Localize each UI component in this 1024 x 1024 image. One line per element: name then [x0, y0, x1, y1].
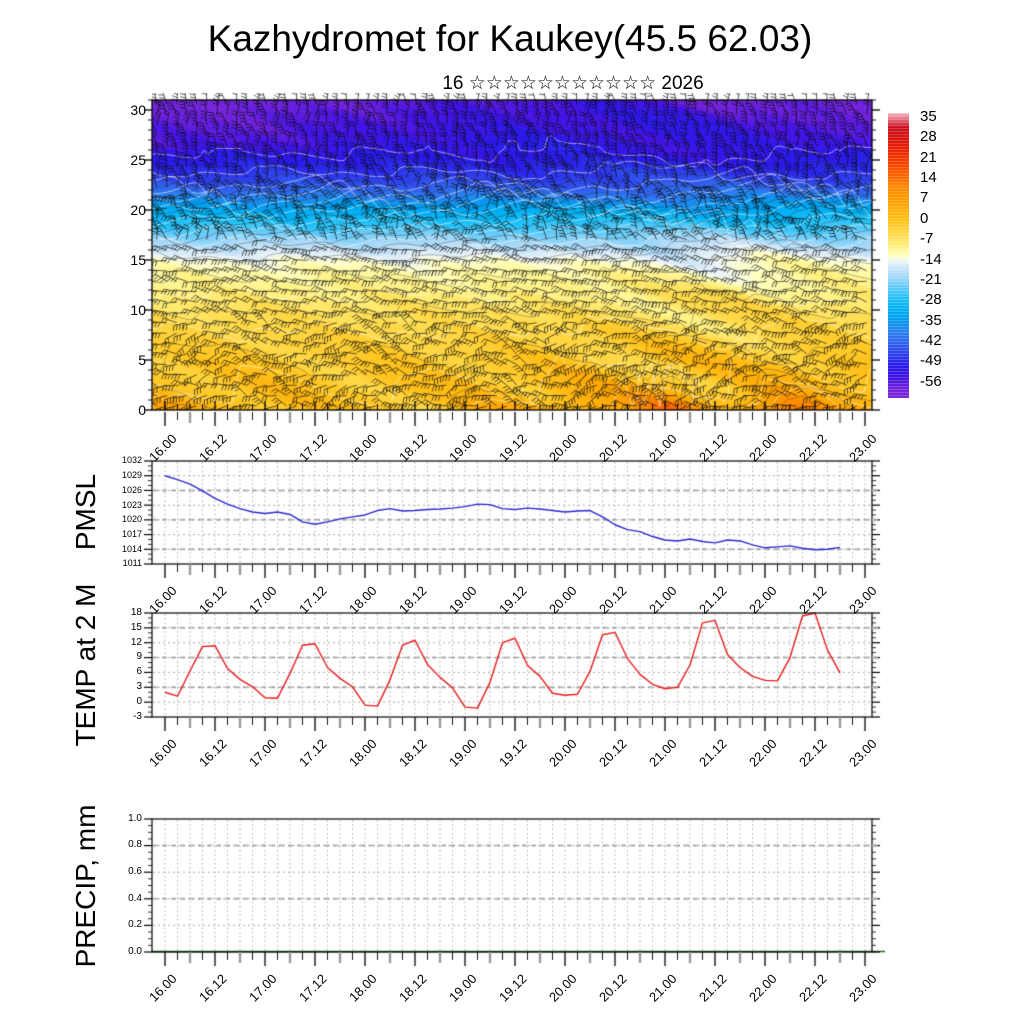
time-tick-label: 20.12 — [595, 583, 630, 617]
time-tick-label: 20.00 — [545, 736, 580, 770]
time-tick-label: 16.00 — [145, 431, 180, 465]
time-tick-label: 16.00 — [145, 971, 180, 1005]
time-tick-label: 21.00 — [645, 971, 680, 1005]
time-tick-label: 18.00 — [345, 583, 380, 617]
time-tick-label: 18.12 — [395, 583, 430, 617]
panel-ytick-label: 1026 — [121, 484, 142, 495]
temp-axis-title: TEMP at 2 M — [70, 583, 101, 747]
colorbar-tick-label: -21 — [920, 270, 942, 288]
time-tick-label: 21.12 — [695, 736, 730, 770]
time-tick-label: 23.00 — [845, 583, 880, 617]
time-tick-label: 21.12 — [695, 971, 730, 1005]
panel-ytick-label: 1032 — [121, 455, 142, 466]
time-tick-label: 22.00 — [745, 583, 780, 617]
time-tick-label: 20.00 — [545, 431, 580, 465]
colorbar-tick-label: -42 — [920, 331, 942, 349]
panel-ytick-label: 1017 — [121, 528, 142, 539]
time-tick-label: 17.12 — [295, 583, 330, 617]
time-tick-label: 16.12 — [195, 736, 230, 770]
time-tick-label: 22.00 — [745, 736, 780, 770]
colorbar-tick-label: -7 — [920, 230, 934, 248]
colorbar-tick-label: 28 — [920, 128, 937, 146]
colorbar-tick-label: 35 — [920, 108, 937, 125]
time-tick-label: 19.00 — [445, 583, 480, 617]
time-tick-label: 18.00 — [345, 431, 380, 465]
time-tick-label: 17.00 — [245, 583, 280, 617]
time-tick-label: 19.12 — [495, 583, 530, 617]
panel-ytick-label: 1011 — [122, 558, 142, 569]
time-tick-label: 19.00 — [445, 431, 480, 465]
page-subtitle: 16 ☆☆☆☆☆☆☆☆☆☆☆ 2026 — [442, 73, 704, 94]
time-tick-label: 20.12 — [595, 971, 630, 1005]
time-tick-label: 19.00 — [445, 971, 480, 1005]
panel-ytick-label: 0.0 — [128, 945, 142, 957]
time-tick-label: 21.00 — [645, 431, 680, 465]
colorbar-tick-label: -28 — [920, 291, 942, 309]
time-tick-label: 20.00 — [545, 971, 580, 1005]
time-tick-label: 23.00 — [845, 431, 880, 465]
time-tick-label: 22.00 — [745, 431, 780, 465]
cross-section-ytick-label: 20 — [130, 202, 146, 218]
cross-section-ytick-label: 15 — [130, 252, 146, 268]
time-tick-label: 16.12 — [195, 971, 230, 1005]
time-tick-label: 22.00 — [745, 971, 780, 1005]
panel-ytick-label: 0.2 — [128, 919, 142, 931]
colorbar-tick-label: 21 — [920, 148, 937, 166]
time-tick-label: 18.12 — [395, 736, 430, 770]
time-tick-label: 20.12 — [595, 736, 630, 770]
time-tick-label: 19.12 — [495, 971, 530, 1005]
time-tick-label: 22.12 — [795, 583, 830, 617]
panel-ytick-label: 0.6 — [128, 866, 142, 877]
colorbar-tick-label: -49 — [920, 352, 942, 370]
time-tick-label: 21.12 — [695, 583, 730, 617]
time-tick-label: 19.12 — [495, 736, 530, 770]
pmsl-axis-title: PMSL — [70, 473, 101, 551]
colorbar-tick-label: -56 — [920, 372, 942, 390]
time-tick-label: 16.00 — [145, 736, 180, 770]
precip-axis-title: PRECIP, mm — [70, 804, 101, 968]
colorbar — [888, 113, 909, 398]
panel-ytick-label: 1020 — [121, 514, 142, 525]
time-tick-label: 21.12 — [695, 431, 730, 465]
cross-section-ytick-label: 25 — [130, 152, 146, 168]
time-tick-label: 18.00 — [345, 736, 380, 770]
time-tick-label: 18.12 — [395, 971, 430, 1005]
time-tick-label: 20.12 — [595, 431, 630, 465]
colorbar-tick-label: 14 — [920, 169, 937, 187]
panel-ytick-label: 1.0 — [128, 812, 142, 824]
panel-ytick-label: -3 — [133, 710, 142, 722]
cross-section-ytick-label: 0 — [138, 402, 146, 418]
panel-ytick-label: 0.4 — [128, 892, 142, 904]
panel-ytick-label: 3 — [136, 681, 142, 693]
panel-ytick-label: 18 — [130, 606, 142, 618]
panel-ytick-label: 15 — [130, 621, 142, 633]
panel-ytick-label: 1029 — [121, 470, 142, 481]
time-tick-label: 21.00 — [645, 583, 680, 617]
time-tick-label: 17.00 — [245, 971, 280, 1005]
cross-section-ytick-label: 30 — [130, 102, 146, 118]
panel-ytick-label: 0.8 — [128, 839, 142, 851]
time-tick-label: 22.12 — [795, 971, 830, 1005]
panel-ytick-label: 12 — [130, 636, 142, 648]
time-tick-label: 16.12 — [195, 583, 230, 617]
time-tick-label: 22.12 — [795, 431, 830, 465]
colorbar-tick-label: 0 — [920, 209, 929, 227]
time-tick-label: 18.00 — [345, 971, 380, 1005]
time-tick-label: 16.00 — [145, 583, 180, 617]
time-tick-label: 17.00 — [245, 431, 280, 465]
cross-section-ytick-label: 5 — [138, 352, 146, 368]
time-tick-label: 17.12 — [295, 971, 330, 1005]
cross-section-ytick-label: 10 — [130, 302, 146, 318]
time-tick-label: 20.00 — [545, 583, 580, 617]
time-tick-label: 21.00 — [645, 736, 680, 770]
time-tick-label: 23.00 — [845, 736, 880, 770]
time-tick-label: 18.12 — [395, 431, 430, 465]
panel-ytick-label: 1014 — [121, 543, 142, 554]
panel-ytick-label: 0 — [136, 695, 142, 707]
page-title: Kazhydromet for Kaukey(45.5 62.03) — [207, 18, 813, 59]
panel-ytick-label: 6 — [136, 666, 142, 678]
time-tick-label: 19.00 — [445, 736, 480, 770]
time-tick-label: 17.00 — [245, 736, 280, 770]
colorbar-tick-label: 7 — [920, 189, 929, 207]
time-tick-label: 19.12 — [495, 431, 530, 465]
time-tick-label: 22.12 — [795, 736, 830, 770]
time-tick-label: 16.12 — [195, 431, 230, 465]
panel-ytick-label: 1023 — [121, 499, 142, 510]
time-tick-label: 17.12 — [295, 736, 330, 770]
time-tick-label: 17.12 — [295, 431, 330, 465]
colorbar-tick-label: -14 — [920, 250, 942, 268]
panel-ytick-label: 9 — [136, 651, 142, 663]
time-tick-label: 23.00 — [845, 971, 880, 1005]
colorbar-tick-label: -35 — [920, 311, 942, 329]
